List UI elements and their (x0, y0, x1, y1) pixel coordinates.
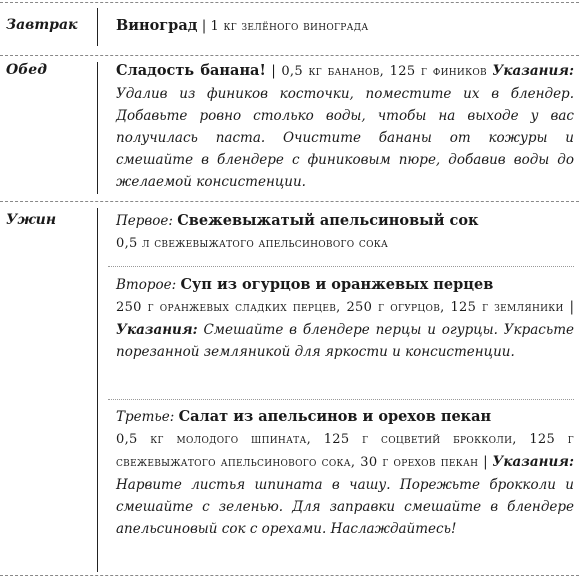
second-course-instructions: Смешайте в блендере перцы и огурцы. Украсьте порезанной земляникой для яркости и консистенции. (116, 322, 575, 360)
second-course-dish: Суп из огурцов и оранжевых перцев (180, 276, 494, 293)
breakfast-entry (116, 15, 574, 38)
third-course-instructions-label: Указания: (492, 454, 575, 470)
lunch-instructions: Удалив из фиников косточки, поместите их в блендер. Добавьте ровно столько воды, чтобы на выходе у вас получилась паста. Очистите бананы от кожуры и смешайте в блендере с финиковым пюре, добавив воды до желаемой консистенции. (116, 86, 574, 190)
course-divider-third (108, 399, 574, 400)
breakfast-dish: Виноград (116, 17, 198, 34)
second-course-instructions-label: Указания: (116, 322, 198, 338)
column-divider-lunch (97, 62, 98, 194)
second-course-ingredients: 250 г оранжевых сладких перцев, 250 г огурцов, 125 г земляники (116, 300, 564, 315)
meal-label-lunch: Обед (6, 62, 47, 78)
row-divider-lunch (0, 55, 579, 56)
meal-label-breakfast: Завтрак (6, 17, 78, 33)
separator: | (201, 18, 211, 34)
separator: | (569, 299, 574, 315)
lunch-ingredients: 0,5 кг бананов, 125 г фиников (281, 64, 487, 79)
column-divider-dinner (97, 208, 98, 572)
third-course-label: Третье: (116, 409, 175, 425)
separator: | (483, 454, 493, 470)
dinner-third-course (116, 406, 574, 540)
column-divider-breakfast (97, 8, 98, 46)
lunch-instructions-label: Указания: (492, 63, 574, 79)
row-divider-bottom (0, 575, 579, 576)
first-course-ingredients: 0,5 л свежевыжатого апельсинового сока (116, 236, 389, 251)
third-course-ingredients: 0,5 кг молодого шпината, 125 г соцветий брокколи, 125 г свежевыжатого апельсинового сока, 30 г орехов пекан (116, 432, 574, 470)
first-course-dish: Свежевыжатый апельсиновый сок (177, 212, 479, 229)
dinner-second-course (116, 274, 574, 363)
first-course-label: Первое: (116, 213, 173, 229)
lunch-entry (116, 60, 574, 193)
course-divider-second (108, 266, 574, 267)
third-course-instructions: Нарвите листья шпината в чашу. Порежьте брокколи и смешайте с зеленью. Для заправки смешайте в блендере апельсиновый сок с орехами. Наслаждайтесь! (116, 477, 574, 537)
second-course-label: Второе: (116, 277, 177, 293)
row-divider-top (0, 2, 579, 3)
third-course-dish: Салат из апельсинов и орехов пекан (178, 408, 492, 425)
separator: | (271, 63, 282, 79)
dinner-first-course (116, 210, 574, 255)
meal-label-dinner: Ужин (6, 212, 57, 228)
breakfast-ingredients: 1 кг зелёного винограда (210, 19, 369, 34)
row-divider-dinner (0, 201, 579, 202)
lunch-dish: Сладость банана! (116, 62, 266, 79)
